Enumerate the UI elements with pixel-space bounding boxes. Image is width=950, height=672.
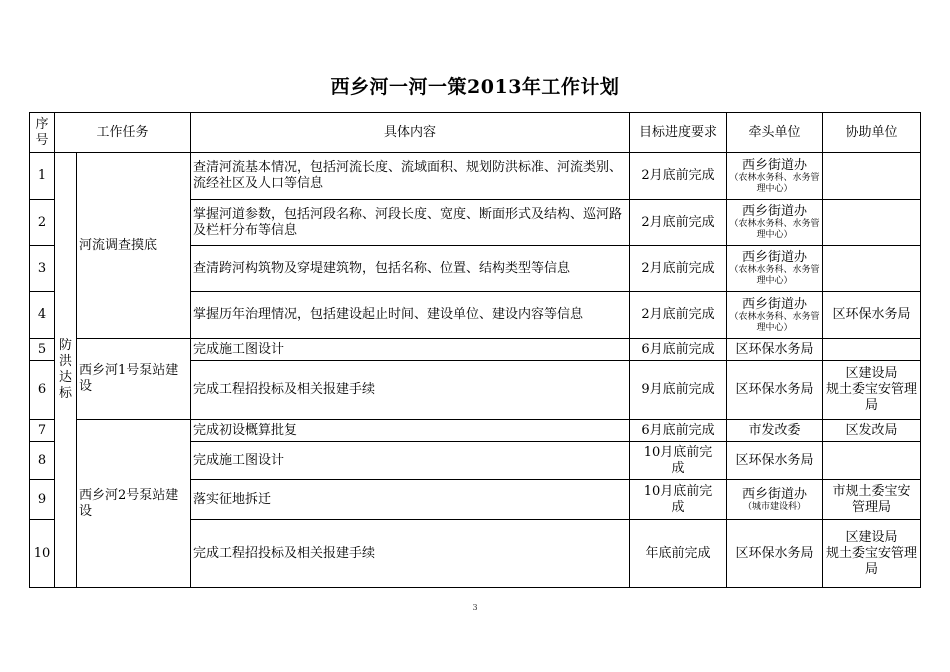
row-target: 2月底前完成: [630, 292, 727, 339]
row-content: 落实征地拆迁: [191, 480, 630, 520]
row-target: 2月底前完成: [630, 246, 727, 292]
work-plan-table: [29, 112, 921, 588]
row-lead: 区环保水务局: [727, 361, 823, 420]
lead-sub: （农林水务科、水务管理中心）: [729, 219, 820, 240]
row-number: 6: [30, 361, 55, 420]
lead-main: 西乡街道办: [742, 204, 808, 219]
row-lead: 市发改委: [727, 420, 823, 442]
row-assist: [823, 153, 921, 200]
row-lead: [727, 292, 823, 339]
header-task: 工作任务: [55, 113, 191, 153]
row-lead: [727, 246, 823, 292]
row-lead: [727, 200, 823, 246]
row-number: 1: [30, 153, 55, 200]
row-number: 2: [30, 200, 55, 246]
document-title: 西乡河一河一策2013年工作计划: [330, 76, 620, 98]
header-content: 具体内容: [191, 113, 630, 153]
row-number: 10: [30, 520, 55, 588]
lead-sub: （城市建设科）: [743, 501, 807, 512]
row-content: 完成工程招投标及相关报建手续: [191, 520, 630, 588]
table-row: [30, 153, 921, 200]
row-lead: 区环保水务局: [727, 339, 823, 361]
row-target: 6月底前完成: [630, 420, 727, 442]
row-content: 掌握历年治理情况，包括建设起止时间、建设单位、建设内容等信息: [191, 292, 630, 339]
row-target: 10月底前完成: [630, 442, 727, 480]
row-target: 年底前完成: [630, 520, 727, 588]
row-assist: 区建设局 规土委宝安管理局: [823, 520, 921, 588]
row-assist: [823, 442, 921, 480]
category-label: 防洪达标: [58, 338, 72, 401]
lead-sub: （农林水务科、水务管理中心）: [729, 311, 820, 333]
row-number: 7: [30, 420, 55, 442]
lead-main: 西乡街道办: [742, 157, 808, 173]
row-lead: 区环保水务局: [727, 442, 823, 480]
row-assist: [823, 246, 921, 292]
lead-main: 西乡街道办: [742, 296, 808, 312]
row-assist: 区环保水务局: [823, 292, 921, 339]
row-content: 完成施工图设计: [191, 442, 630, 480]
task-group-pump1: 西乡河1号泵站建设: [77, 339, 191, 420]
task-group-survey: 河流调查摸底: [77, 153, 191, 339]
row-assist: [823, 200, 921, 246]
row-lead: 区环保水务局: [727, 520, 823, 588]
row-target: 10月底前完成: [630, 480, 727, 520]
category-cell: [55, 153, 77, 588]
row-target: 6月底前完成: [630, 339, 727, 361]
lead-main: 西乡街道办: [742, 250, 808, 265]
task-group-pump2: 西乡河2号泵站建设: [77, 420, 191, 588]
row-target: 2月底前完成: [630, 153, 727, 200]
row-number: 5: [30, 339, 55, 361]
row-content: 完成工程招投标及相关报建手续: [191, 361, 630, 420]
header-lead: 牵头单位: [727, 113, 823, 153]
row-target: 9月底前完成: [630, 361, 727, 420]
row-content: 掌握河道参数，包括河段名称、河段长度、宽度、断面形式及结构、巡河路及栏杆分布等信息: [191, 200, 630, 246]
row-lead: [727, 153, 823, 200]
row-assist: [823, 339, 921, 361]
row-number: 8: [30, 442, 55, 480]
header-row: [30, 113, 921, 153]
row-assist: 市规土委宝安管理局: [823, 480, 921, 520]
lead-sub: （农林水务科、水务管理中心）: [729, 265, 820, 286]
page-number: 3: [472, 603, 478, 612]
row-assist: 区发改局: [823, 420, 921, 442]
row-assist: 区建设局 规土委宝安管理局: [823, 361, 921, 420]
lead-sub: （农林水务科、水务管理中心）: [729, 172, 820, 194]
header-assist: 协助单位: [823, 113, 921, 153]
row-number: 9: [30, 480, 55, 520]
row-number: 3: [30, 246, 55, 292]
row-content: 完成初设概算批复: [191, 420, 630, 442]
table-row: [30, 420, 921, 442]
header-target: 目标进度要求: [630, 113, 727, 153]
row-lead: [727, 480, 823, 520]
row-content: 查清河流基本情况，包括河流长度、流域面积、规划防洪标准、河流类别、流经社区及人口等信息: [191, 153, 630, 200]
row-content: 完成施工图设计: [191, 339, 630, 361]
row-number: 4: [30, 292, 55, 339]
table-row: [30, 339, 921, 361]
row-content: 查清跨河构筑物及穿堤建筑物，包括名称、位置、结构类型等信息: [191, 246, 630, 292]
row-target: 2月底前完成: [630, 200, 727, 246]
lead-main: 西乡街道办: [742, 486, 808, 502]
header-index: 序号: [30, 113, 55, 153]
